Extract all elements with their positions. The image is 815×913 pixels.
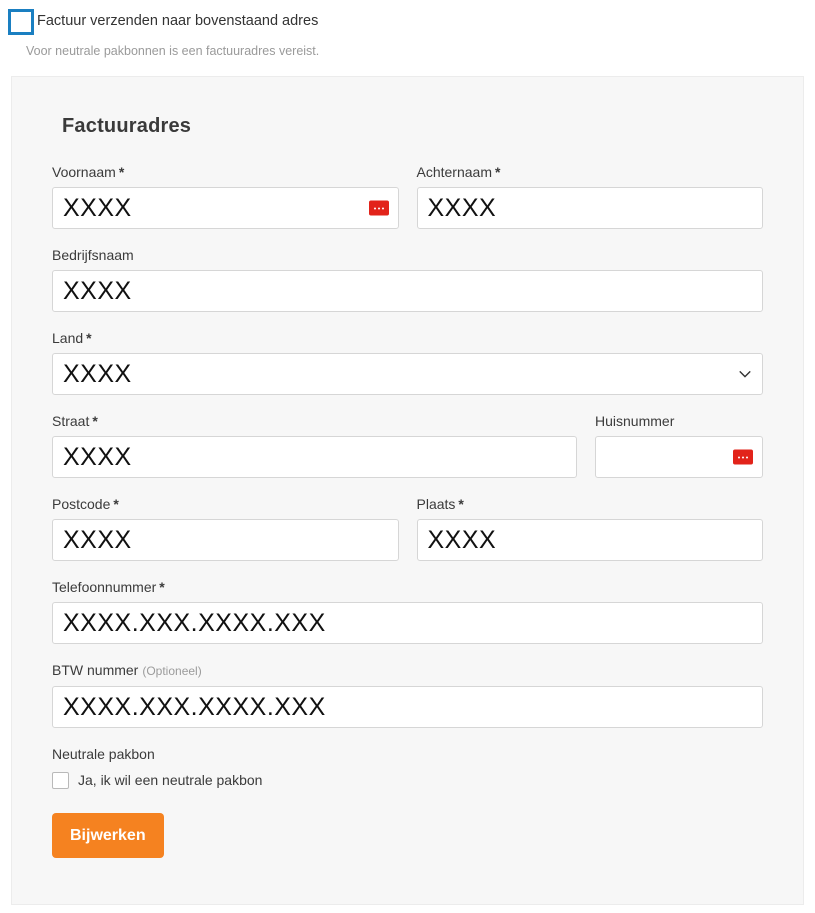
bedrijfsnaam-value: XXXX: [63, 277, 132, 305]
huisnummer-label: Huisnummer: [595, 413, 675, 429]
huisnummer-input[interactable]: [595, 436, 763, 478]
btw-input[interactable]: [52, 686, 763, 728]
field-land: [52, 330, 763, 395]
street-row: [52, 413, 763, 478]
plaats-value: XXXX: [427, 526, 497, 554]
update-button[interactable]: Bijwerken: [52, 813, 164, 858]
page-title: Factuuradres: [62, 115, 192, 137]
checkbox-inner: [13, 14, 29, 30]
city-row: [52, 496, 763, 561]
field-huisnummer: [595, 413, 763, 478]
required-marker: *: [159, 579, 165, 595]
telefoonnummer-input[interactable]: [52, 602, 763, 644]
bedrijfsnaam-label: Bedrijfsnaam: [52, 247, 134, 263]
postcode-value: XXXX: [63, 526, 132, 554]
field-voornaam: [52, 164, 399, 229]
telefoonnummer-label: Telefoonnummer *: [52, 579, 165, 595]
name-row: [52, 164, 763, 229]
password-manager-icon[interactable]: [733, 450, 753, 465]
invoice-to-above-address-control[interactable]: [10, 10, 815, 35]
field-postcode: [52, 496, 399, 561]
neutral-packing-slip-checkbox[interactable]: [52, 772, 69, 789]
field-telefoonnummer: [52, 579, 763, 644]
postcode-label: Postcode *: [52, 496, 119, 512]
field-btw-nummer: [52, 662, 763, 728]
achternaam-value: XXXX: [427, 194, 497, 222]
postcode-input[interactable]: [52, 519, 399, 561]
invoice-to-above-address-row: [0, 0, 815, 59]
land-select[interactable]: [52, 353, 763, 395]
bedrijfsnaam-input[interactable]: [52, 270, 763, 312]
field-bedrijfsnaam: [52, 247, 763, 312]
required-marker: *: [113, 496, 119, 512]
achternaam-label: Achternaam *: [416, 164, 501, 180]
field-achternaam: [417, 164, 764, 229]
field-plaats: [417, 496, 764, 561]
field-straat: [52, 413, 577, 478]
spacer: [577, 413, 595, 478]
land-value: XXXX: [63, 360, 132, 388]
telefoonnummer-value: XXXX.XXX.XXXX.XXX: [63, 609, 326, 637]
voornaam-input[interactable]: [52, 187, 399, 229]
invoice-to-above-address-checkbox[interactable]: [8, 9, 34, 35]
billing-address-panel: [11, 76, 804, 905]
required-marker: *: [118, 164, 125, 180]
spacer: [399, 496, 417, 561]
neutral-packing-slip-control[interactable]: [52, 772, 763, 789]
btw-label: BTW nummer (Optioneel): [52, 662, 202, 678]
voornaam-label: Voornaam *: [52, 164, 125, 180]
btw-value: XXXX.XXX.XXXX.XXX: [63, 693, 326, 721]
land-label: Land *: [52, 330, 92, 346]
required-marker: *: [86, 330, 92, 346]
vat-row: [52, 662, 763, 728]
invoice-to-above-address-label: Factuur verzenden naar bovenstaand adres: [37, 13, 319, 29]
plaats-label: Plaats *: [416, 496, 464, 512]
required-marker: *: [458, 496, 464, 512]
straat-label: Straat *: [52, 413, 98, 429]
plaats-input[interactable]: [417, 519, 764, 561]
achternaam-input[interactable]: [417, 187, 764, 229]
required-marker: *: [494, 164, 501, 180]
optional-marker: (Optioneel): [142, 664, 202, 678]
password-manager-icon[interactable]: [369, 201, 389, 216]
required-marker: *: [92, 413, 98, 429]
country-row: [52, 330, 763, 395]
straat-value: XXXX: [63, 443, 132, 471]
company-row: [52, 247, 763, 312]
neutral-packing-slip-label: Ja, ik wil een neutrale pakbon: [78, 772, 263, 788]
voornaam-value: XXXX: [63, 194, 132, 222]
phone-row: [52, 579, 763, 644]
spacer: [399, 164, 417, 229]
neutral-packing-slip-note: Voor neutrale pakbonnen is een factuuradres vereist.: [26, 44, 320, 58]
straat-input[interactable]: [52, 436, 577, 478]
chevron-down-icon: [738, 367, 752, 381]
neutral-packing-slip-heading: Neutrale pakbon: [52, 746, 155, 762]
